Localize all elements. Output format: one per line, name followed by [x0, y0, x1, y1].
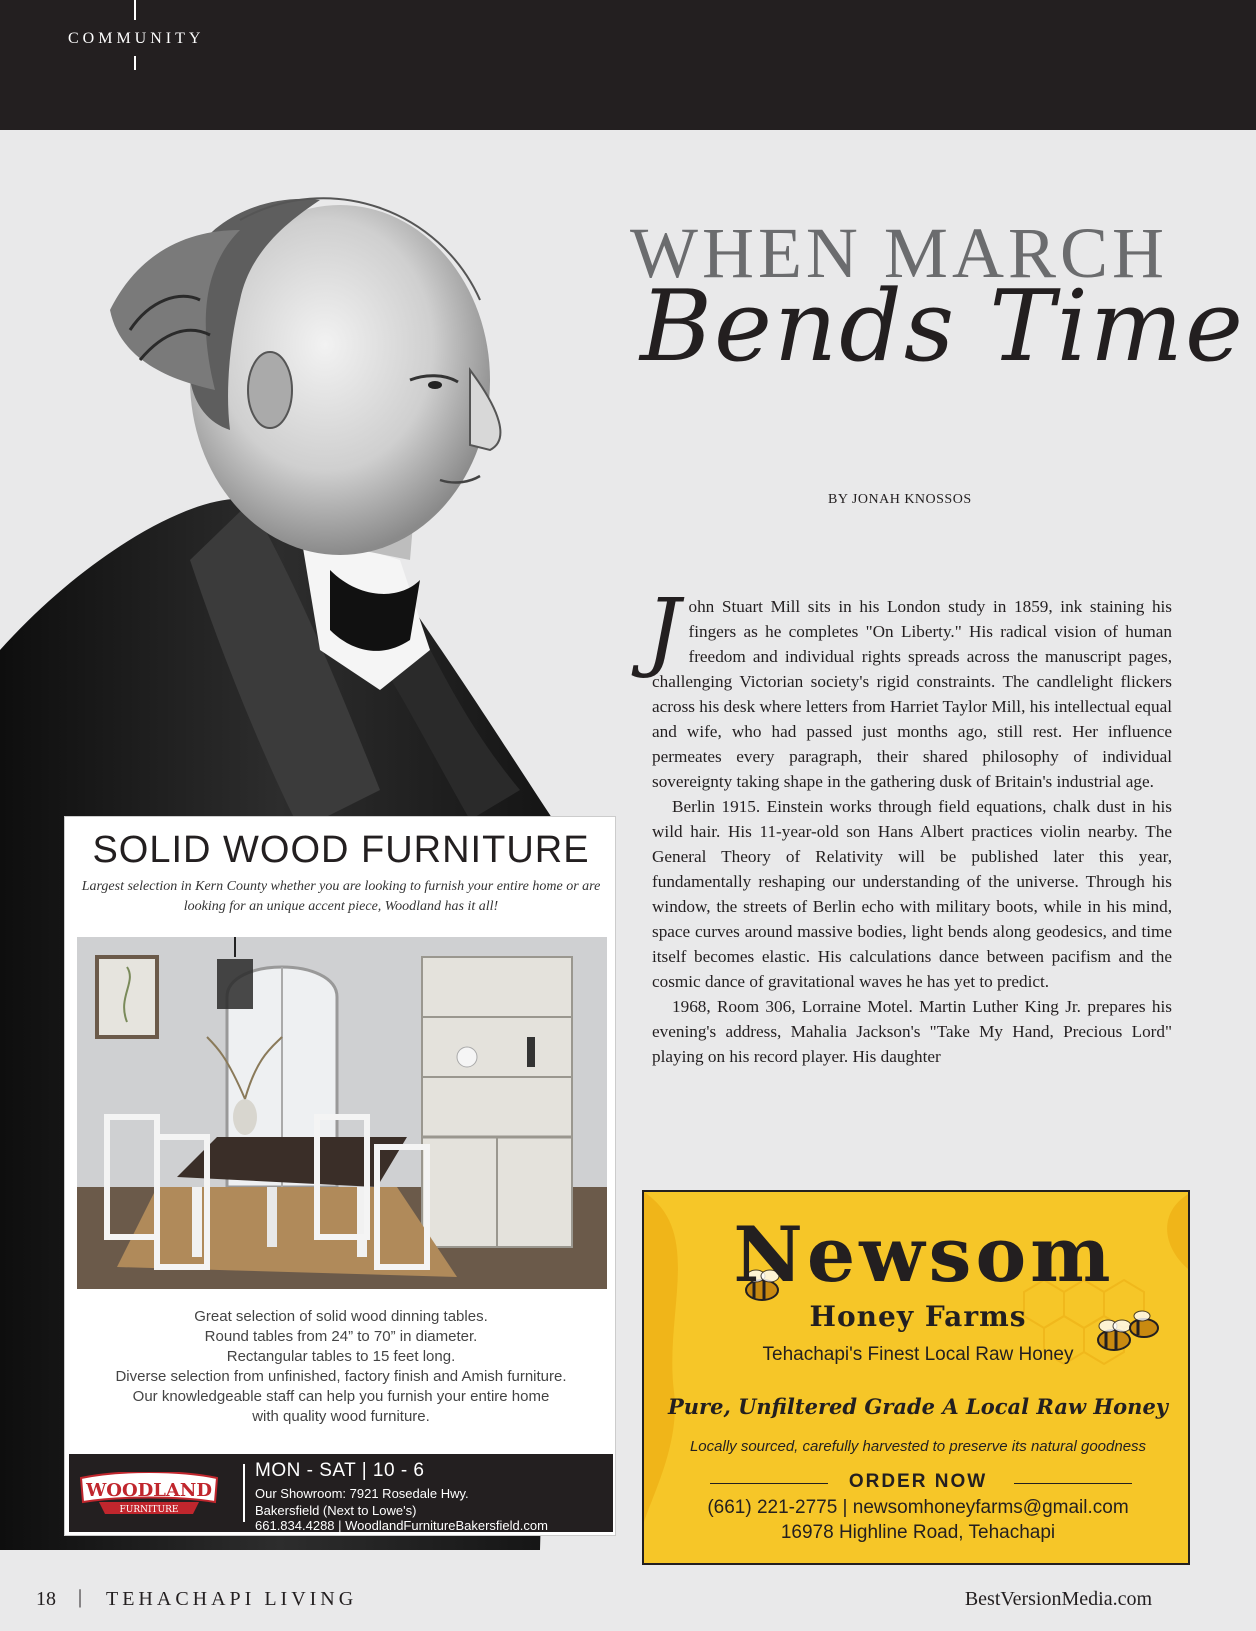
newsom-contact[interactable]: (661) 221-2775 | newsomhoneyfarms@gmail.com [707, 1497, 1129, 1518]
footer-divider [243, 1464, 245, 1522]
ad-copy-line: Great selection of solid wood dinning tables. [194, 1308, 488, 1325]
article-paragraph-2: Berlin 1915. Einstein works through field equations, chalk dust in his wild hair. His 11-year-old son Hans Albert practices violin nearby. The General Theory of Relativity will be published later this year, fundamentally reshaping our understanding of the universe. Through his window, the streets of Berlin echo with military boots, while in his mind, space curves around massive bodies, light bends along geodesics, and time itself becomes elastic. His calculations dance between pacifism and the cosmic dance of gravitational waves he has yet to predict. [652, 797, 1172, 991]
section-label: COMMUNITY [68, 30, 205, 47]
section-header-bar [0, 0, 1256, 130]
newsom-address: 16978 Highline Road, Tehachapi [780, 1522, 1056, 1543]
paragraph-1-text: ohn Stuart Mill sits in his London study in 1859, ink staining his fingers as he completes "On Liberty." His radical vision of human freedom and individual rights spreads across the manuscript pages, challenging Victorian society's rigid constraints. The candlelight flickers across his desk where letters from Harriet Taylor Mill, his intellectual equal and wife, who had passed just months ago, still rest. Her influence permeates every paragraph, their shared philosophy of individual sovereignty taking shape in the gathering dusk of Britain's industrial age. [652, 597, 1172, 791]
woodland-furniture-ad[interactable] [64, 816, 616, 1536]
svg-text:FURNITURE: FURNITURE [119, 1505, 179, 1515]
article-paragraph-1 [646, 581, 1172, 794]
header-tick-bottom [134, 56, 136, 70]
newsom-brand: Newsom [733, 1210, 1115, 1299]
ad-copy-line: Our knowledgeable staff can help you furnish your entire home [132, 1388, 550, 1405]
ad-copy-line: Diverse selection from unfinished, factory finish and Amish furniture. [115, 1368, 567, 1385]
woodland-logo [79, 1472, 219, 1518]
order-rule-right [1014, 1483, 1132, 1484]
publication-name: TEHACHAPI LIVING [106, 1588, 358, 1610]
site-credit-link[interactable]: BestVersionMedia.com [964, 1588, 1152, 1610]
product-description: Locally sourced, carefully harvested to preserve its natural goodness [689, 1438, 1147, 1455]
article-title-top: WHEN MARCH [630, 213, 1168, 293]
showroom-address: Our Showroom: 7921 Rosedale Hwy. [255, 1486, 469, 1501]
woodland-contact-link[interactable]: 661.834.4288 | WoodlandFurnitureBakersfield.com [255, 1518, 548, 1533]
dining-room-photo [77, 937, 607, 1289]
article-body [646, 581, 1172, 1069]
page-number: 18 [36, 1588, 56, 1610]
article-byline: BY JONAH KNOSSOS [828, 492, 972, 507]
ad-copy-line: with quality wood furniture. [252, 1408, 430, 1425]
order-now-label[interactable]: ORDER NOW [848, 1471, 988, 1492]
ad-tagline: Largest selection in Kern County whether you are looking to furnish your entire home or are looking for an unique accent piece, Woodland has it all! [81, 879, 601, 914]
ad-slogan: Tehachapi's Finest Local Raw Honey [762, 1344, 1074, 1365]
svg-text:WOODLAND: WOODLAND [86, 1480, 212, 1501]
store-hours: MON - SAT | 10 - 6 [255, 1460, 425, 1481]
honey-farms-label: Honey Farms [809, 1300, 1027, 1333]
ad-copy-line: Rectangular tables to 15 feet long. [226, 1348, 456, 1365]
header-tick-top [134, 0, 136, 20]
showroom-location: Bakersfield (Next to Lowe's) [255, 1503, 417, 1518]
article-title-script: Bends Time [640, 270, 1245, 384]
ad-copy-line: Round tables from 24” to 70” in diameter. [204, 1328, 478, 1345]
ad-body-copy [73, 1307, 609, 1427]
ad-headline: SOLID WOOD FURNITURE [92, 829, 590, 871]
ad-footer-bar [69, 1454, 613, 1532]
newsom-honey-ad[interactable] [642, 1190, 1190, 1565]
folio-separator: | [78, 1586, 83, 1608]
product-claim: Pure, Unfiltered Grade A Local Raw Honey [667, 1394, 1169, 1419]
article-paragraph-3: 1968, Room 306, Lorraine Motel. Martin Luther King Jr. prepares his evening's address, Mahalia Jackson's "Take My Hand, Precious Lord" playing on his record player. His daughter [652, 997, 1172, 1066]
drop-cap: J [646, 581, 681, 681]
